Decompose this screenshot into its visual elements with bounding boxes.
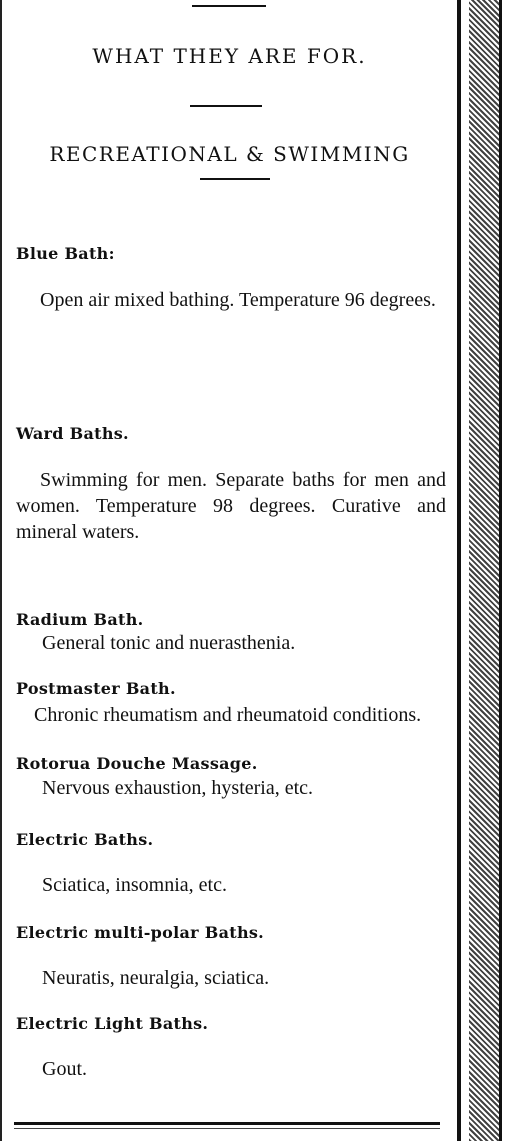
bottom-rule-lower (14, 1128, 440, 1129)
entry-label-electric-baths: Electric Baths. (16, 830, 154, 849)
column-rule-right (457, 0, 461, 1141)
entry-label-electric-light: Electric Light Baths. (16, 1014, 209, 1033)
decorative-border-edge (499, 0, 502, 1141)
entry-desc-postmaster-bath: Chronic rheumatism and rheumatoid conditions. (34, 704, 422, 726)
entry-label-ward-baths: Ward Baths. (16, 424, 129, 443)
page-heading: WHAT THEY ARE FOR. (92, 44, 367, 68)
entry-desc-electric-baths: Sciatica, insomnia, etc. (42, 874, 227, 896)
bottom-rule-upper (14, 1122, 440, 1125)
entry-desc-ward-baths: Swimming for men. Separate baths for men and women. Temperature 98 degrees. Curative and mineral waters. (16, 469, 446, 543)
entry-label-electric-multipolar: Electric multi-polar Baths. (16, 923, 265, 942)
entry-label-postmaster-bath: Postmaster Bath. (16, 679, 176, 698)
entry-desc-blue-bath: Open air mixed bathing. Temperature 96 degrees. (40, 289, 436, 311)
entry-label-rotorua-douche: Rotorua Douche Massage. (16, 754, 258, 773)
entry-desc-rotorua-douche: Nervous exhaustion, hysteria, etc. (42, 777, 314, 799)
top-divider (192, 5, 266, 7)
entry-desc-electric-light: Gout. (42, 1058, 87, 1080)
divider-2 (200, 178, 270, 180)
entry-desc-electric-multipolar: Neuratis, neuralgia, sciatica. (42, 967, 270, 989)
page-border-left (0, 0, 2, 1141)
entry-desc-radium-bath: General tonic and nuerasthenia. (42, 632, 296, 654)
divider-1 (190, 105, 262, 107)
entry-label-radium-bath: Radium Bath. (16, 610, 144, 629)
decorative-border-texture (469, 0, 499, 1141)
section-subheading: RECREATIONAL & SWIMMING (49, 142, 410, 166)
entry-label-blue-bath: Blue Bath: (16, 244, 115, 263)
